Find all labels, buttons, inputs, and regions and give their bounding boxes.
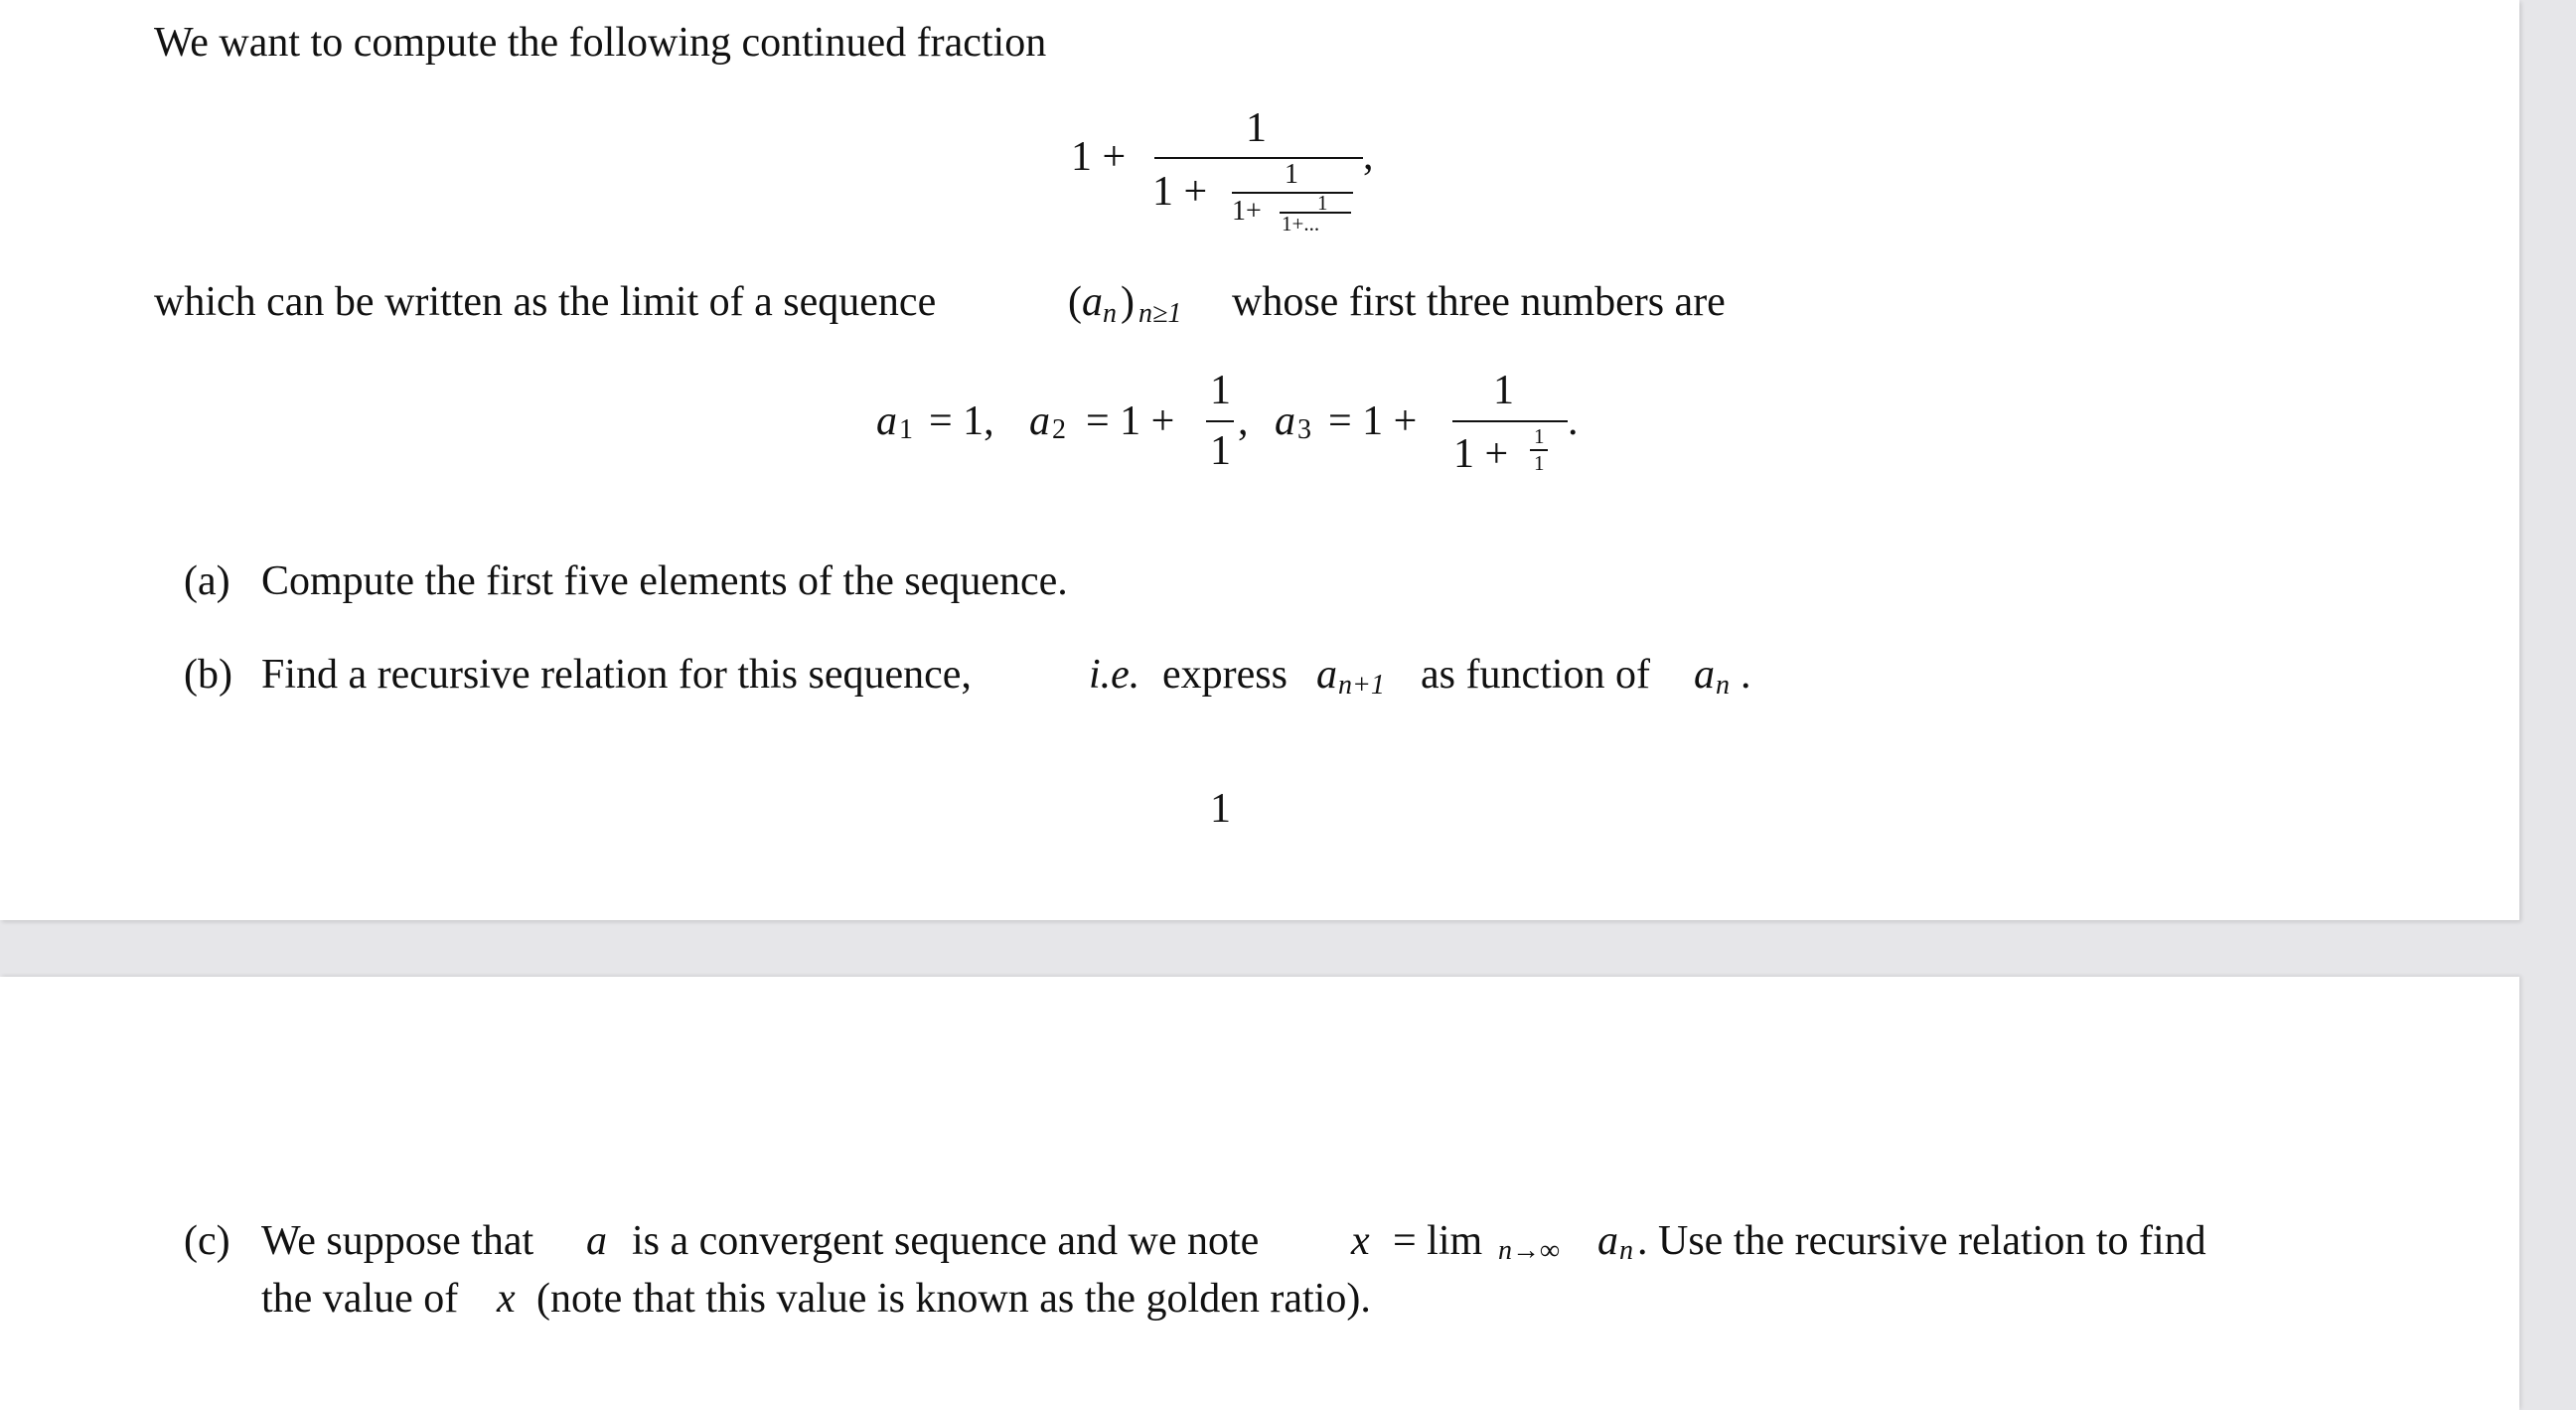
term-a3-frac-num: 1: [1493, 368, 1514, 413]
question-b-sub-2: n: [1716, 670, 1730, 701]
question-b-text-2: express: [1162, 652, 1288, 698]
question-c-text-3: . Use the recursive relation to find: [1637, 1218, 2206, 1264]
cf-numerator: 1: [1246, 105, 1267, 151]
term-a3-frac-den-lead: 1 +: [1453, 431, 1509, 477]
question-c-label: (c): [184, 1218, 230, 1264]
question-c-lim-sub: n→∞: [1498, 1235, 1560, 1266]
term-a1-sub: 1: [899, 414, 913, 445]
question-c-var-x-2: x: [497, 1276, 516, 1322]
cf-fraction-bar-2: [1232, 192, 1353, 194]
question-b-text-1: Find a recursive relation for this sequence,: [261, 652, 972, 698]
sequence-index: n≥1: [1138, 298, 1182, 329]
cf-numerator-3: 1: [1317, 191, 1328, 215]
question-b-text-3: as function of: [1421, 652, 1650, 698]
question-b-ie: i.e.: [1089, 652, 1140, 698]
term-a3-sub: 3: [1297, 414, 1311, 445]
term-a3-period: .: [1568, 398, 1579, 444]
term-a3-frac-bar: [1452, 420, 1568, 422]
question-c-var-an: a: [1597, 1218, 1618, 1264]
term-a3-var: a: [1275, 398, 1295, 444]
question-c-an-sub: n: [1619, 1235, 1633, 1266]
page-number: 1: [1210, 786, 1231, 832]
cf-denominator-lead: 1 +: [1152, 169, 1208, 215]
question-c-text-1: We suppose that: [261, 1218, 534, 1264]
question-c-line2-text-2: (note that this value is known as the golden ratio).: [536, 1276, 1371, 1322]
term-a2-var: a: [1029, 398, 1050, 444]
term-a2-frac-num: 1: [1210, 368, 1231, 413]
sequence-paren-open: (: [1068, 279, 1082, 325]
sequence-text-before: which can be written as the limit of a sequence: [154, 279, 937, 325]
question-c-var-x: x: [1351, 1218, 1370, 1264]
question-b-var-2: a: [1694, 652, 1715, 698]
question-a-text: Compute the first five elements of the sequence.: [261, 558, 1068, 604]
question-c-eq-lim: = lim: [1393, 1218, 1483, 1264]
question-c-var-a: a: [586, 1218, 607, 1264]
term-a3-inner-den: 1: [1534, 451, 1545, 475]
cf-numerator-2: 1: [1285, 159, 1298, 190]
sequence-var: a: [1082, 279, 1103, 325]
question-c-line2-text-1: the value of: [261, 1276, 459, 1322]
term-a3-inner-num: 1: [1534, 424, 1545, 448]
question-b-sub-1: n+1: [1338, 670, 1385, 701]
question-b-end: .: [1741, 652, 1751, 698]
term-a2-sub: 2: [1052, 414, 1066, 445]
cf-lead: 1 +: [1071, 134, 1127, 180]
intro-text: We want to compute the following continued fraction: [154, 20, 1047, 66]
sequence-paren-close: ): [1121, 279, 1135, 325]
question-b-label: (b): [184, 652, 232, 698]
sequence-var-sub: n: [1103, 298, 1117, 329]
document-page-2: [0, 977, 2519, 1410]
sequence-text-after: whose first three numbers are: [1232, 279, 1726, 325]
question-c-text-2: is a convergent sequence and we note: [632, 1218, 1260, 1264]
cf-trailing-comma: ,: [1363, 133, 1374, 179]
question-a-label: (a): [184, 558, 230, 604]
term-a1-eq: = 1,: [929, 398, 994, 444]
question-b-var-1: a: [1316, 652, 1337, 698]
term-a3-eq: = 1 +: [1328, 398, 1418, 444]
cf-denominator-lead-2: 1+: [1232, 196, 1262, 227]
term-a2-frac-den: 1: [1210, 428, 1231, 474]
term-a2-eq: = 1 +: [1086, 398, 1175, 444]
term-a2-comma: ,: [1238, 398, 1249, 444]
term-a2-frac-bar: [1206, 420, 1234, 422]
cf-fraction-bar: [1154, 157, 1363, 159]
term-a1-var: a: [876, 398, 897, 444]
cf-denominator-3: 1+...: [1282, 212, 1320, 235]
